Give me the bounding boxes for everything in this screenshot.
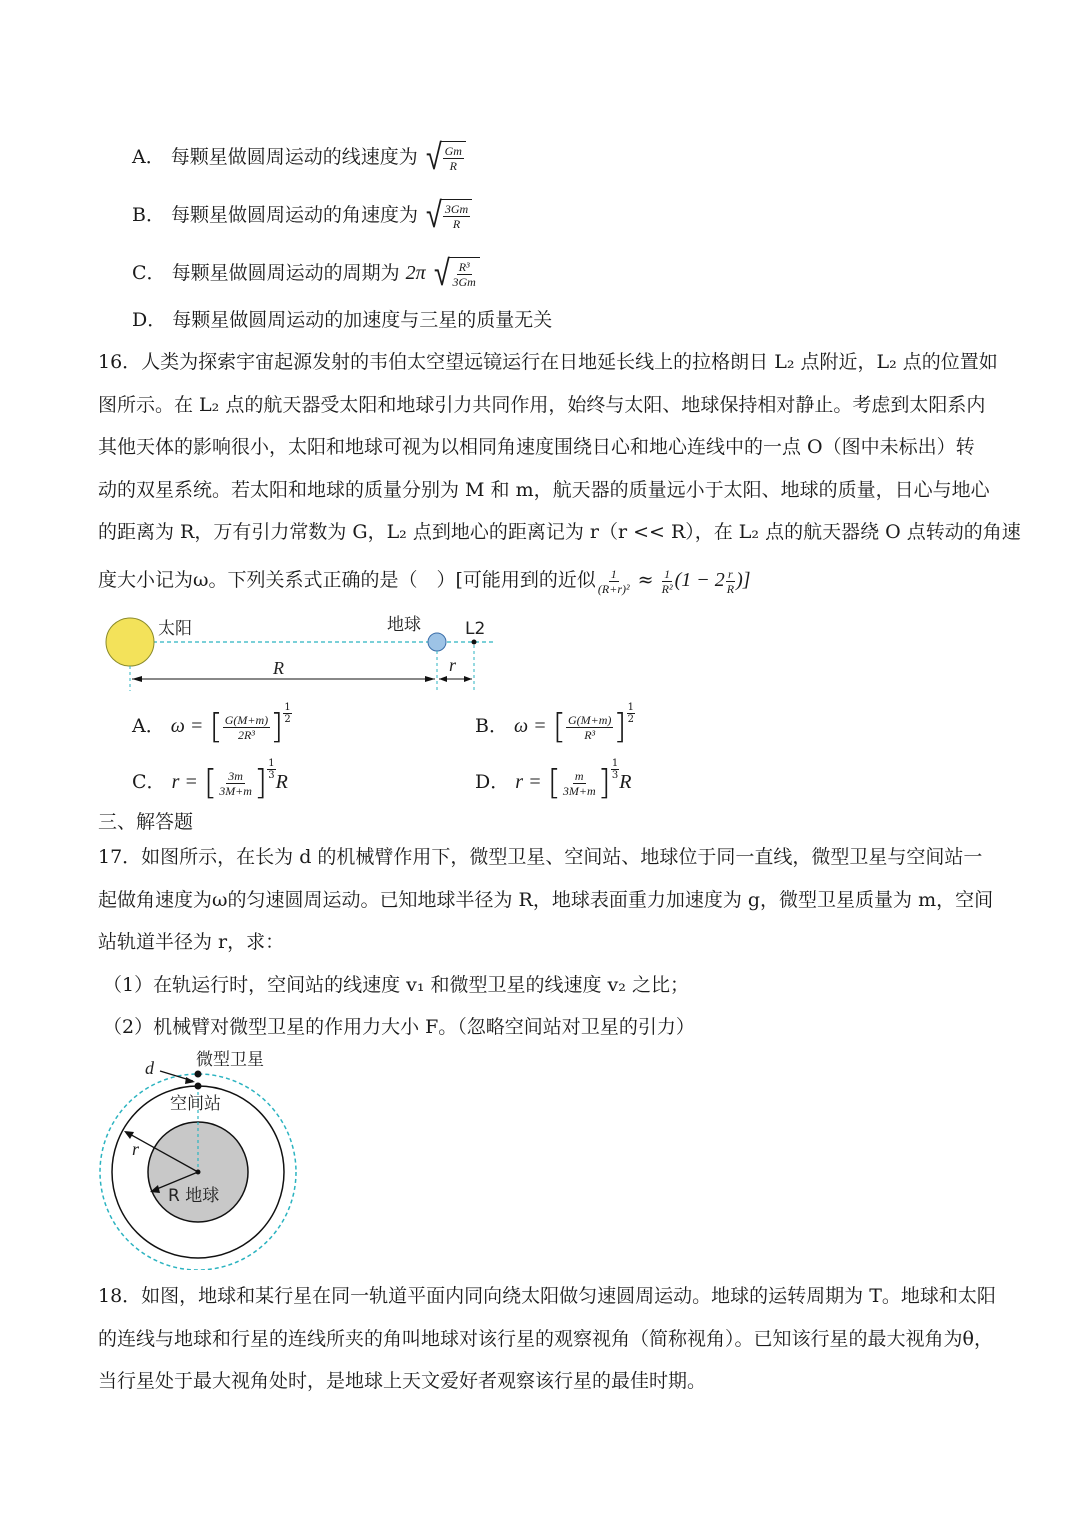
frac-numerator: r — [728, 566, 733, 581]
satellite-label: 微型卫星 — [196, 1050, 264, 1070]
arrow-left-icon — [439, 676, 447, 682]
arrow-left-icon — [132, 676, 142, 682]
d-label: d — [145, 1058, 154, 1078]
frac-denominator: 3M+m — [219, 783, 252, 798]
sqrt-expression: √ $\frac{3Gm}{R}$ — [424, 198, 472, 234]
arrow-right-icon — [425, 676, 435, 682]
arrow-right-icon — [464, 676, 472, 682]
q15-option-b — [132, 195, 472, 236]
r-label: r — [132, 1139, 140, 1159]
bracket-expression: [ $\frac{3m}{3M+m}$ ] $\frac{1}{3}$ — [203, 757, 275, 803]
q16-line: 其他天体的影响很小，太阳和地球可视为以相同角速度围绕日心和地心连线中的一点 O（图中未标出）转 — [98, 436, 975, 458]
earth-icon — [428, 633, 446, 651]
r-label: r — [449, 655, 457, 675]
sun-label: 太阳 — [158, 619, 192, 639]
bracket-expression: [ $\frac{G(M+m)}{\text{2R³}}$ ] $\frac{1}{2}$ — [209, 701, 291, 747]
frac-numerator: G(M+m) — [224, 712, 269, 727]
section-heading: 三、解答题 — [98, 811, 194, 833]
option-lhs: r = — [171, 771, 198, 793]
option-label: B． — [475, 715, 508, 737]
q17-line: 起做角速度为ω的匀速圆周运动。已知地球半径为 R，地球表面重力加速度为 g，微型卫星质量为 m，空间 — [98, 889, 994, 911]
q15-option-c — [132, 253, 480, 294]
q15-option-d — [132, 306, 552, 334]
exponent-numerator: 1 — [268, 757, 275, 769]
option-lhs: ω = — [170, 715, 204, 737]
q17-line: 17．如图所示，在长为 d 的机械臂作用下，微型卫星、空间站、地球位于同一直线，微型卫星与空间站一 — [98, 846, 983, 868]
option-text: 每颗星做圆周运动的周期为 — [171, 262, 400, 284]
q16-option-d — [475, 757, 632, 803]
station-label: 空间站 — [170, 1094, 221, 1114]
exponent-numerator: 1 — [284, 701, 291, 713]
option-label: B． — [132, 204, 165, 226]
R-label: R — [273, 658, 284, 678]
option-label: D． — [475, 771, 510, 793]
exponent-denominator: 3 — [611, 769, 619, 781]
frac-numerator: 3m — [228, 768, 243, 783]
frac-denominator: 3Gm — [452, 275, 476, 290]
approx-rhs-fraction — [660, 567, 675, 596]
approx-symbol: ≈ — [637, 569, 654, 591]
q18-line: 当行星处于最大视角处时，是地球上天文爱好者观察该行星的最佳时期。 — [98, 1370, 707, 1392]
option-lhs: r = — [515, 771, 542, 793]
frac-denominator: 3M+m — [562, 783, 596, 798]
approx-close: )] — [736, 569, 751, 591]
bracket-expression: [ $\frac{G(M+m)}{\text{R³}}$ ] $\frac{1}{2}$ — [552, 701, 635, 747]
frac-denominator: (R+r)² — [597, 581, 630, 596]
arrow-icon — [185, 1077, 195, 1084]
frac-numerator: 1 — [664, 566, 671, 581]
option-suffix: R — [619, 771, 632, 793]
approx-lhs-fraction — [596, 567, 632, 596]
option-suffix: R — [275, 771, 288, 793]
approx-paren: (1 − 2 — [674, 569, 725, 591]
sun-earth-l2-figure — [95, 605, 515, 700]
exponent-denominator: 2 — [627, 713, 635, 725]
frac-denominator: R — [726, 581, 735, 596]
q17-line: 站轨道半径为 r，求： — [98, 931, 285, 953]
satellite-icon — [195, 1071, 202, 1078]
q18-line: 18．如图，地球和某行星在同一轨道平面内同向绕太阳做匀速圆周运动。地球的运转周期为 T。地球和太阳 — [98, 1285, 996, 1307]
q16-line: 度大小记为ω。下列关系式正确的是（ ）[可能用到的近似 — [98, 569, 596, 591]
option-text: 每颗星做圆周运动的线速度为 — [170, 146, 418, 168]
q16-last-line — [98, 566, 751, 596]
exponent-numerator: 1 — [627, 701, 635, 713]
earth-label: R 地球 — [168, 1186, 220, 1206]
orbit-figure — [90, 1045, 320, 1270]
q16-line: 图所示。在 L₂ 点的航天器受太阳和地球引力共同作用，始终与太阳、地球保持相对静止。考虑到太阳系内 — [98, 394, 986, 416]
sqrt-expression: √ $\frac{Gm}{R}$ — [424, 140, 466, 176]
frac-denominator: R² — [661, 581, 673, 596]
option-label: C． — [132, 262, 166, 284]
option-text: 每颗星做圆周运动的加速度与三星的质量无关 — [172, 309, 553, 331]
l2-point-icon — [472, 640, 477, 645]
earth-label: 地球 — [387, 615, 421, 635]
frac-denominator: R³ — [584, 727, 596, 742]
exponent-numerator: 1 — [611, 757, 619, 769]
q17-subquestion-1: （1）在轨运行时，空间站的线速度 v₁ 和微型卫星的线速度 v₂ 之比； — [103, 974, 689, 996]
option-label: A． — [132, 146, 165, 168]
q15-option-a — [132, 137, 466, 178]
option-label: D． — [132, 309, 167, 331]
q16-option-c — [132, 757, 288, 803]
option-label: A． — [132, 715, 165, 737]
l2-label: L2 — [465, 619, 486, 639]
frac-numerator: 3Gm — [444, 202, 469, 217]
exponent-denominator: 3 — [268, 769, 275, 781]
approx-r-fraction — [725, 567, 736, 596]
sun-icon — [106, 618, 154, 666]
frac-numerator: m — [574, 768, 584, 783]
q16-line: 动的双星系统。若太阳和地球的质量分别为 M 和 m，航天器的质量远小于太阳、地球的质量，日心与地心 — [98, 479, 990, 501]
q18-line: 的连线与地球和行星的连线所夹的角叫地球对该行星的观察视角（简称视角）。已知该行星的最大视角为θ， — [98, 1328, 993, 1350]
frac-numerator: 1 — [610, 566, 617, 581]
math-prefix: 2π — [405, 262, 426, 284]
option-label: C． — [132, 771, 166, 793]
exponent-denominator: 2 — [284, 713, 291, 725]
frac-numerator: G(M+m) — [567, 712, 612, 727]
q17-subquestion-2: （2）机械臂对微型卫星的作用力大小 F。（忽略空间站对卫星的引力） — [103, 1016, 695, 1038]
frac-denominator: R — [452, 217, 461, 232]
frac-denominator: 2R³ — [237, 727, 255, 742]
option-lhs: ω = — [514, 715, 547, 737]
q16-line: 16．人类为探索宇宙起源发射的韦伯太空望远镜运行在日地延长线上的拉格朗日 L₂ 点附近，L₂ 点的位置如 — [98, 351, 998, 373]
option-text: 每颗星做圆周运动的角速度为 — [171, 204, 419, 226]
station-icon — [195, 1083, 202, 1090]
q16-line: 的距离为 R，万有引力常数为 G，L₂ 点到地心的距离记为 r（r << R），在 L₂ 点的航天器绕 O 点转动的角速 — [98, 521, 1021, 543]
frac-numerator: Gm — [444, 144, 462, 159]
bracket-expression: [ $\frac{m}{3M+m}$ ] $\frac{1}{3}$ — [547, 757, 619, 803]
frac-numerator: R³ — [458, 260, 470, 275]
frac-denominator: R — [449, 159, 457, 174]
q16-option-b — [475, 701, 635, 747]
sqrt-expression: √ $\frac{\text{R³}}{3Gm}$ — [432, 256, 480, 292]
q16-option-a — [132, 701, 292, 747]
